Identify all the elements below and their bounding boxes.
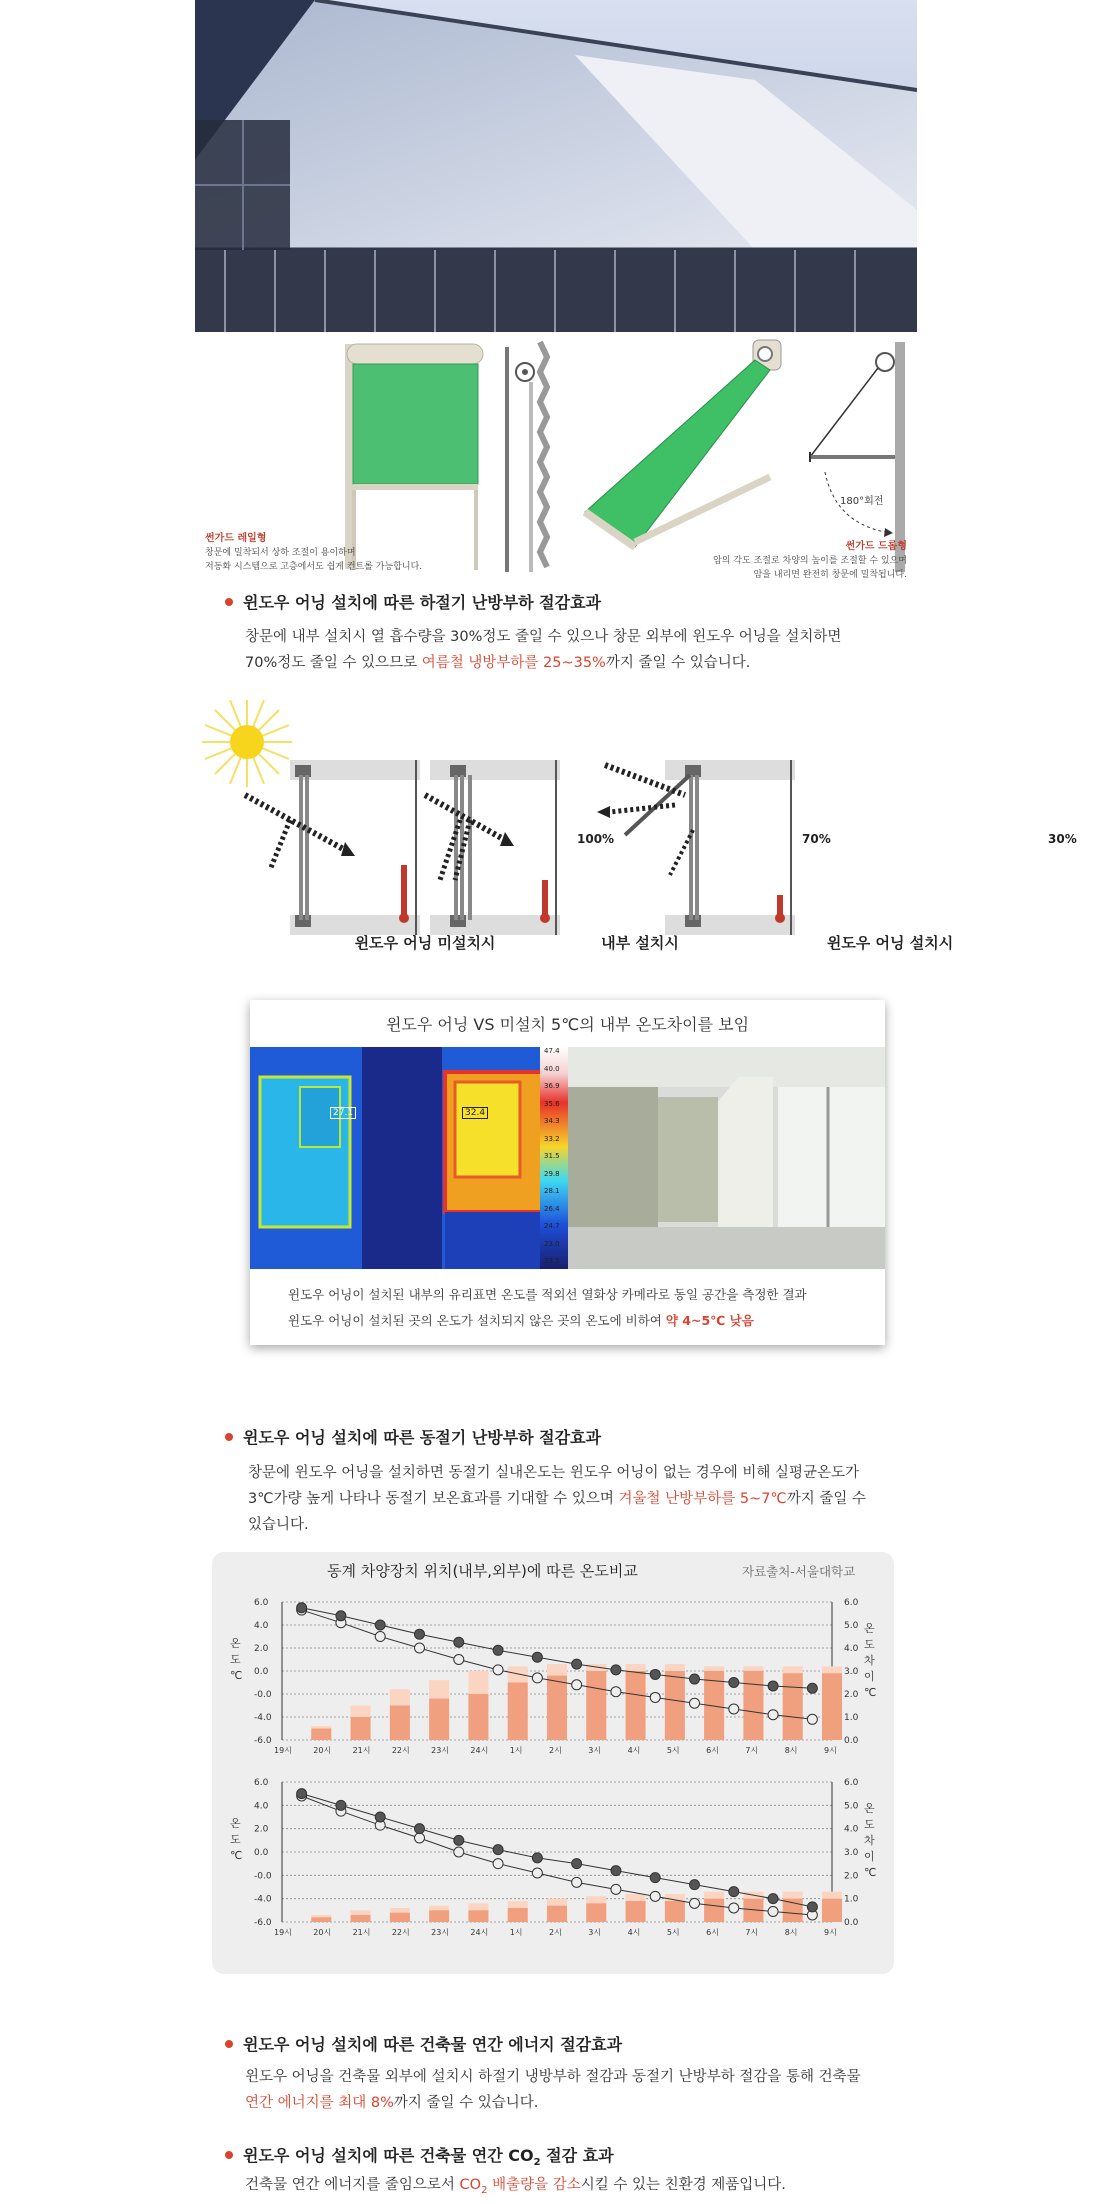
pct-outside: 30%: [1048, 832, 1077, 846]
open-series-point: [572, 1877, 582, 1887]
section1-highlight: 여름철 냉방부하를 25~35%: [421, 655, 606, 671]
bar-inner: [351, 1717, 371, 1740]
thermal-caption: [288, 1282, 807, 1334]
panel-inside: [425, 760, 560, 935]
x-tick-label: 6시: [706, 1746, 719, 1755]
y-tick-label: 2.0: [254, 1644, 269, 1654]
bar-inner: [704, 1899, 724, 1922]
section2-body: [248, 1460, 928, 1538]
y2-axis-label-char: 차: [864, 1654, 875, 1667]
x-tick-label: 1시: [509, 1928, 523, 1937]
bar-inner: [783, 1673, 803, 1740]
y2-tick-label: 5.0: [844, 1801, 859, 1812]
thermal-scale-tick: 29.8: [544, 1169, 560, 1178]
thermal-highlight: 약 4~5℃ 낮음: [665, 1313, 754, 1328]
y2-tick-label: 6.0: [844, 1778, 859, 1788]
filled-series-point: [454, 1637, 464, 1647]
filled-series-point: [415, 1629, 425, 1639]
filled-series-point: [375, 1812, 385, 1822]
chart-plot: [212, 1552, 894, 1974]
bar-inner: [508, 1908, 528, 1922]
bar-inner: [743, 1671, 763, 1740]
heat-compare-illustration: [195, 700, 917, 940]
open-series-point: [690, 1698, 700, 1708]
bullet-icon: [225, 1433, 233, 1441]
thermal-scale-tick: 33.2: [544, 1134, 560, 1143]
section3-body: [245, 2064, 925, 2116]
thermal-scale-tick: 40.0: [544, 1064, 560, 1073]
x-tick-label: 23시: [431, 1928, 450, 1937]
y-tick-label: 2.0: [254, 1824, 269, 1835]
x-tick-label: 19시: [274, 1746, 292, 1755]
thermal-caption2: 윈도우 어닝이 설치된 곳의 온도가 설치되지 않은 곳의 온도에 비하여 약 4~5℃ 낮음: [288, 1313, 754, 1328]
x-tick-label: 4시: [627, 1928, 641, 1937]
thermal-scale-tick: 34.3: [544, 1117, 560, 1125]
bar-inner: [508, 1683, 528, 1741]
bar-inner: [390, 1706, 410, 1741]
open-series-point: [454, 1655, 464, 1665]
x-tick-label: 5시: [666, 1746, 680, 1755]
y-tick-label: -6.0: [254, 1918, 272, 1928]
thermal-caption1: 윈도우 어닝이 설치된 내부의 유리표면 온도를 적외선 열화상 카메라로 동일 공간을 측정한 결과: [288, 1287, 807, 1302]
section1-title-text: 윈도우 어닝 설치에 따른 하절기 난방부하 절감효과: [243, 593, 601, 612]
bar-inner: [311, 1917, 331, 1922]
y-tick-label: -4.0: [254, 1713, 272, 1723]
drop-type-title: 썬가드 드롭형: [845, 541, 907, 552]
y2-axis-label-char: ℃: [864, 1686, 877, 1699]
bar-inner: [311, 1729, 331, 1741]
x-tick-label: 3시: [588, 1928, 602, 1937]
open-series-point: [807, 1714, 817, 1724]
y-tick-label: 6.0: [254, 1598, 269, 1608]
drop-type-desc2: 암을 내리면 완전히 창문에 밀착됩니다.: [753, 570, 907, 580]
x-tick-label: 6시: [706, 1928, 719, 1937]
section4-body: 건축물 연간 에너지를 줄임으로서 $CO_2$ 배출량을 감소시킬 수 있는 친환경 제품입니다.: [245, 2177, 786, 2196]
filled-series-point: [650, 1873, 660, 1883]
x-tick-label: 4시: [627, 1746, 641, 1755]
x-tick-label: 20시: [313, 1928, 332, 1937]
drop-type-caption: [713, 540, 907, 582]
y-tick-label: 4.0: [254, 1621, 269, 1631]
panel-outside: [597, 760, 795, 935]
y-axis-label-char: ℃: [230, 1669, 243, 1682]
pct-inside: 70%: [802, 832, 831, 846]
thermal-scale-tick: 26.4: [544, 1204, 560, 1213]
drop-type-desc1: 암의 각도 조절로 차양의 높이를 조절할 수 있으며: [713, 556, 907, 566]
filled-series-point: [532, 1652, 542, 1662]
section2-line2: 3℃가량 높게 나타나 동절기 보온효과를 기대할 수 있으며 겨울철 난방부하를 5~7℃까지 줄일 수: [248, 1491, 866, 1507]
bar-inner: [665, 1671, 685, 1740]
bar-inner: [586, 1671, 606, 1740]
open-series-point: [650, 1891, 660, 1901]
filled-series-point: [532, 1853, 542, 1863]
filled-series-point: [768, 1681, 778, 1691]
thermal-image: [250, 1047, 568, 1269]
filled-series-point: [729, 1678, 739, 1688]
label-inside: 내부 설치시: [601, 934, 679, 952]
y2-axis-label-char: 온: [864, 1622, 875, 1635]
y-tick-label: 6.0: [254, 1778, 269, 1788]
y-tick-label: -0.0: [254, 1690, 272, 1700]
y2-axis-label-char: 이: [864, 1850, 875, 1863]
thermal-scale-tick: 36.9: [544, 1082, 560, 1090]
y2-tick-label: 1.0: [844, 1894, 859, 1905]
x-tick-label: 22시: [391, 1928, 410, 1937]
bar-inner: [783, 1899, 803, 1922]
filled-series-point: [807, 1902, 817, 1912]
y2-axis-label-char: 차: [864, 1834, 875, 1847]
open-series-point: [611, 1884, 621, 1894]
y2-axis-label-char: 온: [864, 1802, 875, 1815]
y2-tick-label: 5.0: [844, 1621, 859, 1631]
open-series-point: [493, 1665, 503, 1675]
bar-inner: [429, 1699, 449, 1740]
y2-tick-label: 4.0: [844, 1644, 859, 1654]
bullet-icon: [225, 2040, 233, 2048]
y2-tick-label: 1.0: [844, 1713, 859, 1723]
x-tick-label: 5시: [666, 1928, 680, 1937]
bar-inner: [429, 1910, 449, 1922]
y2-tick-label: 0.0: [844, 1918, 859, 1928]
bar-inner: [665, 1901, 685, 1922]
section3-line2: 연간 에너지를 최대 8%까지 줄일 수 있습니다.: [245, 2095, 539, 2111]
thermal-scale-tick: 23.5: [544, 1257, 560, 1265]
bullet-icon: [225, 2151, 233, 2159]
label-no-awning: 윈도우 어닝 미설치시: [354, 934, 496, 952]
y2-tick-label: 2.0: [844, 1871, 859, 1882]
bar-inner: [626, 1671, 646, 1740]
section1-line1: 창문에 내부 설치시 열 흡수량을 30%정도 줄일 수 있으나 창문 외부에 윈도우 어닝을 설치하면: [245, 629, 842, 645]
open-series-point: [532, 1868, 542, 1878]
open-series-point: [690, 1898, 700, 1908]
y-tick-label: -4.0: [254, 1894, 272, 1905]
filled-series-point: [336, 1800, 346, 1810]
bar-inner: [822, 1673, 842, 1740]
bar-inner: [468, 1910, 488, 1922]
open-series-point: [415, 1833, 425, 1843]
open-series-point: [532, 1673, 542, 1683]
pct-no-awning: 100%: [577, 832, 615, 846]
y-axis-label-char: 도: [230, 1833, 241, 1846]
chart-source: 자료출처-서울대학교: [742, 1564, 856, 1579]
y-tick-label: 4.0: [254, 1801, 269, 1812]
y2-tick-label: 3.0: [844, 1667, 859, 1677]
section2-title: [225, 1425, 601, 1448]
x-tick-label: 9시: [824, 1928, 837, 1937]
filled-series-point: [690, 1674, 700, 1684]
bar-inner: [822, 1899, 842, 1922]
rail-type-title: 썬가드 레일형: [205, 533, 267, 544]
filled-series-point: [415, 1824, 425, 1834]
x-tick-label: 2시: [549, 1746, 562, 1755]
section1-title: [225, 590, 601, 613]
section3-highlight: 연간 에너지를 최대 8%: [245, 2095, 394, 2111]
thermal-spot2: 32.4: [462, 1107, 488, 1119]
filled-series-point: [454, 1835, 464, 1845]
filled-series-point: [611, 1866, 621, 1876]
y-axis-label-char: 온: [230, 1817, 241, 1830]
filled-series-point: [493, 1845, 503, 1855]
x-tick-label: 24시: [470, 1746, 489, 1755]
open-series-point: [729, 1903, 739, 1913]
section3-title: [225, 2032, 622, 2055]
x-tick-label: 9시: [824, 1746, 837, 1755]
y2-axis-label-char: ℃: [864, 1866, 877, 1879]
thermal-scale-tick: 24.7: [544, 1222, 560, 1230]
filled-series-point: [572, 1659, 582, 1669]
thermal-scale-tick: 47.4: [544, 1047, 560, 1055]
filled-series-point: [493, 1645, 503, 1655]
y2-axis-label-char: 도: [864, 1818, 875, 1831]
rail-type-desc1: 창문에 밀착되서 상하 조절이 용이하며: [205, 548, 356, 558]
bar-inner: [468, 1694, 488, 1740]
x-tick-label: 7시: [745, 1928, 759, 1937]
rail-type-desc2: 저동화 시스템으로 고층에서도 쉽게 컨트롤 가능합니다.: [205, 562, 423, 572]
hero-illustration: [195, 0, 917, 332]
x-tick-label: 8시: [784, 1746, 798, 1755]
y-tick-label: 0.0: [254, 1848, 269, 1858]
x-tick-label: 24시: [470, 1928, 489, 1937]
y-tick-label: -6.0: [254, 1736, 272, 1746]
open-series-point: [454, 1847, 464, 1857]
y2-axis-label-char: 이: [864, 1670, 875, 1683]
thermal-spot1: 27.1: [330, 1107, 356, 1119]
open-series-point: [650, 1692, 660, 1702]
label-outside: 윈도우 어닝 설치시: [826, 934, 954, 952]
x-tick-label: 20시: [313, 1746, 332, 1755]
heat-compare-diagram: [195, 700, 1077, 980]
thermal-scale-tick: 23.0: [544, 1239, 560, 1248]
bullet-icon: [225, 598, 233, 606]
x-tick-label: 7시: [745, 1746, 759, 1755]
open-series-point: [375, 1632, 385, 1642]
y2-tick-label: 6.0: [844, 1598, 859, 1608]
section2-line3: 있습니다.: [248, 1517, 309, 1533]
filled-series-point: [336, 1611, 346, 1621]
open-series-point: [493, 1859, 503, 1869]
filled-series-point: [650, 1669, 660, 1679]
y-axis-label-char: 온: [230, 1637, 241, 1650]
interior-photo: [568, 1047, 885, 1269]
y2-tick-label: 4.0: [844, 1824, 859, 1835]
filled-series-point: [768, 1894, 778, 1904]
filled-series-point: [611, 1665, 621, 1675]
open-series-point: [729, 1704, 739, 1714]
section2-title-text: 윈도우 어닝 설치에 따른 동절기 난방부하 절감효과: [243, 1428, 601, 1447]
x-tick-label: 21시: [352, 1746, 371, 1755]
x-tick-label: 23시: [431, 1746, 450, 1755]
y2-tick-label: 2.0: [844, 1690, 859, 1700]
open-series-point: [415, 1643, 425, 1653]
thermal-compare-box: [250, 1000, 885, 1345]
bar-inner: [626, 1901, 646, 1922]
open-series-point: [572, 1680, 582, 1690]
awning-types-diagram: [195, 332, 917, 582]
filled-series-point: [572, 1859, 582, 1869]
chart-title: 동계 차양장치 위치(내부,외부)에 따른 온도비교: [327, 1562, 638, 1580]
x-tick-label: 21시: [352, 1928, 371, 1937]
y-tick-label: -0.0: [254, 1871, 272, 1882]
thermal-title: 윈도우 어닝 VS 미설치 5℃의 내부 온도차이를 보임: [385, 1015, 750, 1034]
x-tick-label: 19시: [274, 1928, 292, 1937]
section3-line1: 윈도우 어닝을 건축물 외부에 설치시 하절기 냉방부하 절감과 동절기 난방부하 절감을 통해 건축물: [245, 2069, 861, 2085]
y2-tick-label: 3.0: [844, 1848, 859, 1858]
thermal-scale-tick: 28.1: [544, 1187, 560, 1195]
filled-series-point: [690, 1880, 700, 1890]
y2-tick-label: 0.0: [844, 1736, 859, 1746]
filled-series-point: [297, 1789, 307, 1799]
thermal-scale-labels: [542, 1047, 568, 1269]
rotation-label: 180°회전: [840, 496, 884, 507]
y-axis-label-char: ℃: [230, 1849, 243, 1862]
hero-awning-photo: [195, 0, 917, 332]
thermal-scale-tick: 35.6: [544, 1099, 560, 1108]
section4-title: 윈도우 어닝 설치에 따른 건축물 연간 $CO_2$ 절감 효과: [225, 2143, 614, 2168]
winter-temp-chart: [212, 1552, 894, 1974]
x-tick-label: 8시: [784, 1928, 798, 1937]
filled-series-point: [807, 1683, 817, 1693]
filled-series-point: [297, 1603, 307, 1613]
y-axis-label-char: 도: [230, 1653, 241, 1666]
x-tick-label: 1시: [509, 1746, 523, 1755]
bar-inner: [547, 1676, 567, 1740]
x-tick-label: 2시: [549, 1928, 562, 1937]
section2-line1: 창문에 윈도우 어닝을 설치하면 동절기 실내온도는 윈도우 어닝이 없는 경우에 비해 실평균온도가: [248, 1465, 859, 1481]
sun-icon: [202, 700, 292, 787]
open-series-point: [611, 1687, 621, 1697]
bar-inner: [351, 1915, 371, 1922]
section1-body: [245, 624, 925, 676]
bar-inner: [390, 1913, 410, 1922]
filled-series-point: [375, 1620, 385, 1630]
open-series-point: [768, 1710, 778, 1720]
x-tick-label: 3시: [588, 1746, 602, 1755]
rail-type-caption: [205, 532, 422, 574]
panel-no-awning: [245, 760, 420, 935]
y2-axis-label-char: 도: [864, 1638, 875, 1651]
section2-highlight: 겨울철 난방부하를 5~7℃: [618, 1491, 787, 1507]
bar-inner: [586, 1903, 606, 1922]
section3-title-text: 윈도우 어닝 설치에 따른 건축물 연간 에너지 절감효과: [243, 2035, 623, 2054]
filled-series-point: [729, 1887, 739, 1897]
x-tick-label: 22시: [391, 1746, 410, 1755]
thermal-scale-tick: 31.5: [544, 1152, 560, 1160]
open-series-point: [768, 1907, 778, 1917]
bar-inner: [547, 1906, 567, 1922]
y-tick-label: 0.0: [254, 1667, 269, 1677]
section1-line2: 70%정도 줄일 수 있으므로 여름철 냉방부하를 25~35%까지 줄일 수 있습니다.: [245, 655, 751, 671]
